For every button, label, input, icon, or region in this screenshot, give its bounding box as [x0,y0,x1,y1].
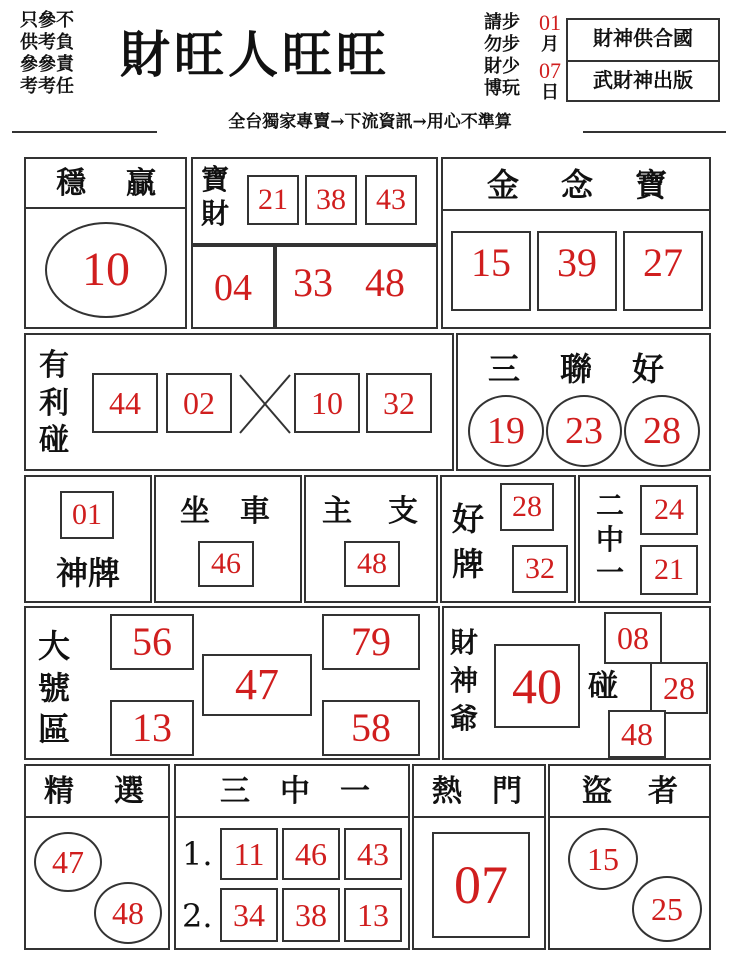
da-hao-qu-panel [24,606,440,760]
disclaimer-char: 只 [20,10,38,31]
cai-shen-ye-main-number: 40 [494,644,580,728]
san-lian-hao-panel [456,333,711,471]
advice-char: 博 [484,78,502,99]
er-zhong-yi-label-char: 二 [595,489,624,522]
san-zhong-yi-row-label: 2. [182,897,213,935]
wen-ying-number: 10 [45,222,167,318]
san-lian-hao-title-3: 好 [632,350,665,388]
disclaimer-char: 參 [38,10,56,31]
cai-shen-ye-label-char: 財 [449,626,478,659]
you-li-peng-number: 44 [92,373,158,433]
dao-zhe-header [550,766,709,818]
jing-xuan-panel [24,764,170,950]
jin-nian-bao-panel [441,157,711,329]
san-zhong-yi-number: 46 [282,828,340,880]
er-zhong-yi-label [592,489,628,590]
shen-pai-panel [24,475,152,603]
advice-row [484,34,534,56]
you-li-peng-label-char: 利 [39,385,69,421]
bao-cai-number: 21 [247,175,299,225]
bao-cai-lower-number: 33 [293,260,333,305]
bao-cai-lower-number: 48 [365,260,405,305]
er-zhong-yi-number: 24 [640,485,698,535]
disclaimer-char: 考 [20,76,38,97]
advice-char: 請 [484,12,502,33]
disclaimer-row [20,10,100,32]
jin-nian-bao-title-2: 念 [561,166,594,204]
advice-char: 財 [484,56,502,77]
zhu-zhi-title-1: 主 [322,494,352,529]
bao-cai-lower-right [275,245,438,329]
disclaimer-row [20,32,100,54]
cai-shen-ye-peng-number: 08 [604,612,662,664]
date-day [536,60,564,104]
disclaimer-row [20,54,100,76]
tagline: 全台獨家專賣→下流資訊→用心不準算 [228,112,512,132]
wen-ying-header [26,159,185,209]
san-lian-hao-number: 28 [624,395,700,467]
jin-nian-bao-number: 15 [451,231,531,311]
advice-char: 步 [502,12,520,33]
tagline-rule-right [583,131,726,133]
dao-zhe-panel [548,764,711,950]
er-zhong-yi-number: 21 [640,545,698,595]
disclaimer-char: 供 [20,32,38,53]
san-lian-hao-number: 19 [468,395,544,467]
zhu-zhi-number: 48 [344,541,400,587]
you-li-peng-number: 10 [294,373,360,433]
zuo-che-title-1: 坐 [180,494,210,529]
you-li-peng-label-char: 碰 [39,423,69,458]
bao-cai-number: 38 [305,175,357,225]
page-title: 財旺人旺旺 [120,25,390,84]
wen-ying-title-1: 穩 [56,166,86,201]
da-hao-qu-number: 13 [110,700,194,756]
da-hao-qu-label-char: 大 [37,627,70,665]
advice-row [484,56,534,78]
cai-shen-ye-peng-number: 28 [650,662,708,714]
san-zhong-yi-number: 11 [220,828,278,880]
san-zhong-yi-title-3: 一 [340,774,370,809]
san-zhong-yi-title-2: 中 [280,774,310,809]
advice-char: 勿 [484,34,502,55]
da-hao-qu-number: 47 [202,654,312,716]
you-li-peng-panel [24,333,454,471]
da-hao-qu-label-char: 區 [37,710,70,749]
you-li-peng-label [36,347,72,460]
bao-cai-panel [191,157,438,245]
advice-char: 玩 [502,78,520,99]
san-zhong-yi-row-label: 1. [182,835,213,873]
shen-pai-label: 神牌 [55,554,120,592]
publisher-box [566,18,720,102]
advice-row [484,12,534,34]
san-lian-hao-number: 23 [546,395,622,467]
da-hao-qu-number: 79 [322,614,420,670]
dao-zhe-title-1: 盜 [582,774,612,809]
bao-cai-lower-left [191,245,275,329]
san-zhong-yi-number: 43 [344,828,402,880]
re-men-number: 07 [432,832,530,938]
hao-pai-number: 28 [500,483,554,531]
cai-shen-ye-panel [442,606,711,760]
peng-label: 碰 [588,669,618,704]
advice-row [484,78,534,100]
zuo-che-number: 46 [198,541,254,587]
hao-pai-label-char: 牌 [451,544,484,583]
er-zhong-yi-label-char: 一 [595,556,624,590]
bao-cai-lower-number: 04 [214,267,252,309]
bao-cai-label-char: 財 [200,196,229,230]
zhu-zhi-panel [304,475,438,603]
san-zhong-yi-title-1: 三 [220,774,250,809]
advice-char: 少 [502,56,520,77]
day-number: 07 [539,58,561,83]
tagline-rule-left [12,131,157,133]
publisher-line-2: 武財神出版 [593,68,693,92]
disclaimer-char: 參 [20,54,38,75]
disclaimer-char: 考 [38,32,56,53]
hao-pai-label [450,497,486,587]
san-zhong-yi-panel [174,764,410,950]
publisher-divider [568,60,718,62]
publisher-line-1: 財神供合國 [593,26,693,50]
cai-shen-ye-label-char: 爺 [449,701,478,735]
zhu-zhi-title-2: 支 [388,494,418,529]
san-lian-hao-title-2: 聯 [560,350,593,388]
bao-cai-number: 43 [365,175,417,225]
jin-nian-bao-title-1: 金 [487,166,520,204]
re-men-panel [412,764,546,950]
disclaimer-block [20,10,100,110]
da-hao-qu-number: 56 [110,614,194,670]
zuo-che-title-2: 車 [240,494,270,529]
disclaimer-char: 不 [56,10,74,31]
er-zhong-yi-label-char: 中 [595,522,624,556]
you-li-peng-number: 02 [166,373,232,433]
disclaimer-char: 負 [56,32,74,53]
jing-xuan-title-2: 選 [114,774,144,809]
dao-zhe-number: 15 [568,828,638,890]
wen-ying-title-2: 贏 [126,166,156,201]
jing-xuan-number: 48 [94,882,162,944]
jing-xuan-number: 47 [34,832,102,892]
cai-shen-ye-peng-number: 48 [608,710,666,758]
bao-cai-label [197,163,233,230]
er-zhong-yi-panel [578,475,711,603]
bao-cai-label-char: 寶 [200,163,229,196]
month-unit: 月 [541,34,559,55]
jin-nian-bao-title-3: 寶 [635,166,668,204]
cross-icon [238,373,292,435]
shen-pai-number: 01 [60,491,114,539]
re-men-title-1: 熱 [432,774,462,809]
hao-pai-panel [440,475,576,603]
san-lian-hao-title-1: 三 [488,350,521,388]
you-li-peng-number: 32 [366,373,432,433]
da-hao-qu-number: 58 [322,700,420,756]
disclaimer-row [20,76,100,98]
hao-pai-number: 32 [512,545,568,593]
da-hao-qu-label-char: 號 [37,668,70,707]
disclaimer-char: 考 [38,76,56,97]
zuo-che-panel [154,475,302,603]
san-zhong-yi-number: 34 [220,888,278,942]
san-zhong-yi-number: 13 [344,888,402,942]
jin-nian-bao-number: 27 [623,231,703,311]
advice-block [484,12,534,100]
hao-pai-label-char: 好 [451,500,484,538]
jin-nian-bao-number: 39 [537,231,617,311]
date-month [536,12,564,56]
cai-shen-ye-label-char: 神 [449,663,478,697]
wen-ying-panel [24,157,187,329]
disclaimer-char: 任 [56,76,74,97]
advice-char: 步 [502,34,520,55]
re-men-title-2: 門 [492,774,522,809]
dao-zhe-number: 25 [632,876,702,942]
cai-shen-ye-label [446,624,482,737]
dao-zhe-title-2: 者 [648,774,678,809]
disclaimer-char: 責 [56,54,74,75]
day-unit: 日 [541,82,559,103]
you-li-peng-label-char: 有 [39,348,69,383]
disclaimer-char: 參 [38,54,56,75]
da-hao-qu-label [36,626,72,751]
jing-xuan-title-1: 精 [44,774,74,809]
san-zhong-yi-number: 38 [282,888,340,942]
month-number: 01 [539,10,561,35]
